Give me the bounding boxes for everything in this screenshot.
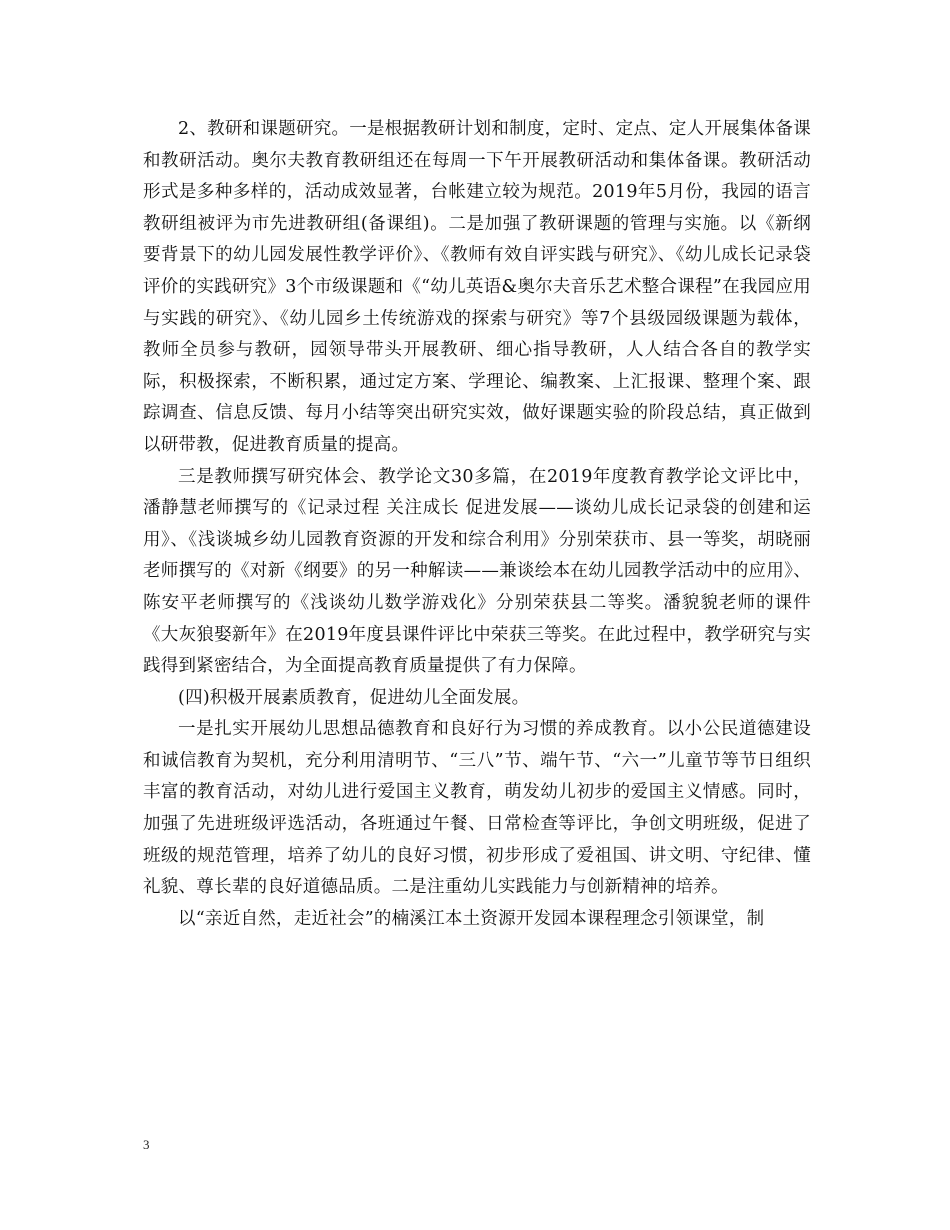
document-body: [143, 114, 811, 935]
section-heading-quality-education: (四)积极开展素质教育，促进幼儿全面发展。: [178, 687, 530, 708]
paragraph-teaching-research: 2、教研和课题研究。一是根据教研计划和制度，定时、定点、定人开展集体备课和教研活动。奥尔夫教育教研组还在每周一下午开展教研活动和集体备课。教研活动形式是多种多样的，活动成效显著，台帐建立较为规范。2019年5月份，我园的语言教研组被评为市先进教研组(备课组)。二是加强了教研课题的管理与实施。以《新纲要背景下的幼儿园发展性教学评价》、《教师有效自评实践与研究》、《幼儿成长记录袋评价的实践研究》3个市级课题和《“幼儿英语&奥尔夫音乐艺术整合课程”在我园应用与实践的研究》、《幼儿园乡土传统游戏的探索与研究》等7个县级园级课题为载体，教师全员参与教研，园领导带头开展教研、细心指导教研，人人结合各自的教学实际，积极探索，不断积累，通过定方案、学理论、编教案、上汇报课、整理个案、跟踪调查、信息反馈、每月小结等突出研究实效，做好课题实验的阶段总结，真正做到以研带教，促进教育质量的提高。: [143, 119, 811, 455]
page-number: 3: [143, 1137, 150, 1152]
paragraph-local-curriculum: 以“亲近自然，走近社会”的楠溪江本土资源开发园本课程理念引领课堂，制: [178, 908, 765, 929]
paragraph-moral-education: 一是扎实开展幼儿思想品德教育和良好行为习惯的养成教育。以小公民道德建设和诚信教育为契机，充分利用清明节、“三八”节、端午节、“六一”儿童节等节日组织丰富的教育活动，对幼儿进行爱国主义教育，萌发幼儿初步的爱国主义情感。同时，加强了先进班级评选活动，各班通过午餐、日常检查等评比，争创文明班级，促进了班级的规范管理，培养了幼儿的良好习惯，初步形成了爱祖国、讲文明、守纪律、懂礼貌、尊长辈的良好道德品质。二是注重幼儿实践能力与创新精神的培养。: [143, 719, 811, 898]
paragraph-teacher-papers: 三是教师撰写研究体会、教学论文30多篇，在2019年度教育教学论文评比中，潘静慧老师撰写的《记录过程 关注成长 促进发展——谈幼儿成长记录袋的创建和运用》、《浅谈城乡幼儿园教育资源的开发和综合利用》分别荣获市、县一等奖，胡晓丽老师撰写的《对新《纲要》的另一种解读——兼谈绘本在幼儿园教学活动中的应用》、陈安平老师撰写的《浅谈幼儿数学游戏化》分别荣获县二等奖。潘貌貌老师的课件《大灰狼娶新年》在2019年度县课件评比中荣获三等奖。在此过程中，教学研究与实践得到紧密结合，为全面提高教育质量提供了有力保障。: [143, 466, 811, 677]
